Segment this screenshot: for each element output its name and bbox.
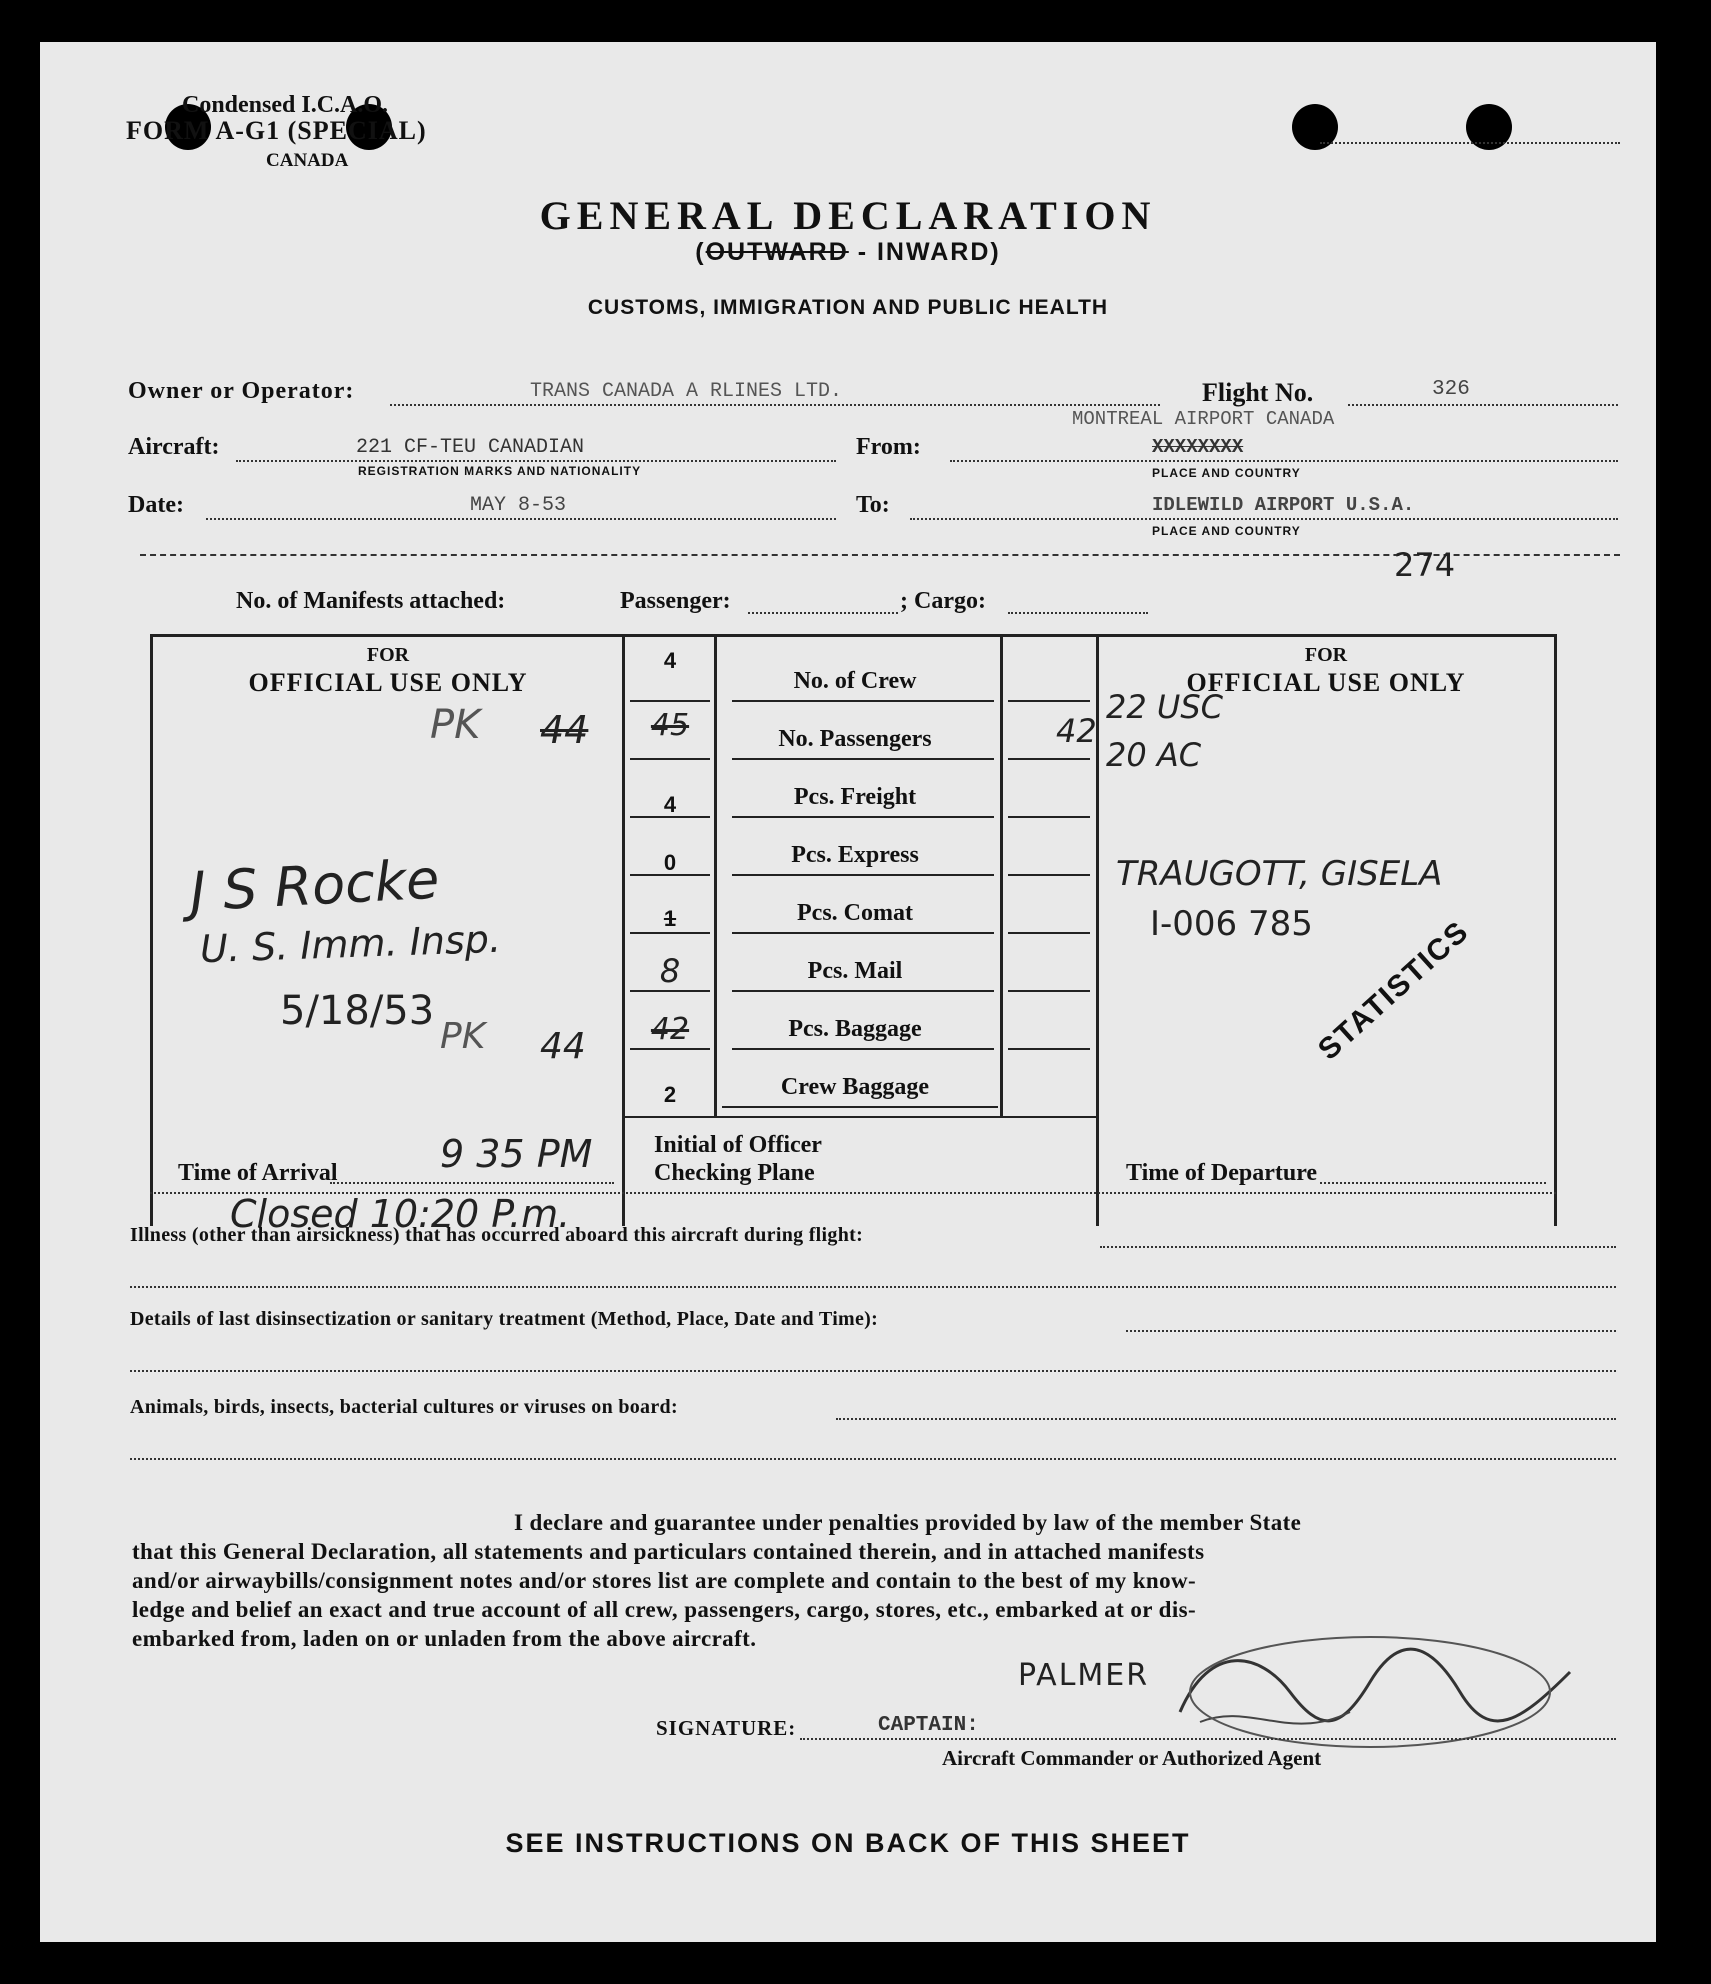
left-initials-2: PK <box>440 1016 486 1057</box>
table-right-border <box>1554 634 1557 1226</box>
num-row-line <box>630 1048 710 1050</box>
to-place-note: PLACE AND COUNTRY <box>1152 524 1301 538</box>
form-line-3: CANADA <box>266 150 349 171</box>
time-arrival-value: 9 35 PM <box>440 1132 593 1176</box>
value-baggage: 42 <box>650 1012 690 1047</box>
closed-note: Closed 10:20 P.m. <box>230 1192 571 1236</box>
declaration-line-4: ledge and belief an exact and true account of all crew, passengers, cargo, stores, etc., embarked at or dis- <box>132 1597 1197 1622</box>
animals-line-2 <box>130 1458 1616 1460</box>
page-subtitle: CUSTOMS, IMMIGRATION AND PUBLIC HEALTH <box>587 296 1109 319</box>
row-line <box>732 990 994 992</box>
date-line <box>206 518 836 520</box>
col-divider-1 <box>622 634 625 1226</box>
declaration-line-3: and/or airwaybills/consignment notes and/or stores list are complete and contain to the best of my know- <box>132 1568 1197 1593</box>
time-arrival-label: Time of Arrival <box>178 1160 338 1186</box>
from-line <box>950 460 1618 462</box>
row-label-comat: Pcs. Comat <box>797 900 913 926</box>
right-header-for: FOR <box>1304 644 1348 666</box>
from-place-note: PLACE AND COUNTRY <box>1152 466 1301 480</box>
value-freight: 4 <box>663 792 677 817</box>
disinsect-line-2 <box>130 1370 1616 1372</box>
owner-line <box>390 404 1160 406</box>
row-label-baggage: Pcs. Baggage <box>788 1016 922 1042</box>
row-line <box>732 700 994 702</box>
row-label-passengers: No. Passengers <box>778 726 932 752</box>
left-header: OFFICIAL USE ONLY <box>248 668 528 697</box>
declaration-line-1: I declare and guarantee under penalties provided by law of the member State <box>514 1510 1302 1535</box>
time-departure-label: Time of Departure <box>1126 1160 1318 1186</box>
right-note-2: 20 AC <box>1106 736 1202 774</box>
initial-label-1: Initial of Officer <box>654 1132 822 1158</box>
date-label: Date: <box>128 492 184 518</box>
inspector-signature: J S Rocke <box>188 847 441 924</box>
value-mail: 8 <box>659 952 681 990</box>
footer-instructions: SEE INSTRUCTIONS ON BACK OF THIS SHEET <box>505 1828 1191 1858</box>
table-top-border <box>150 634 1556 637</box>
captain-signature-scribble <box>1170 1622 1590 1752</box>
row-label-freight: Pcs. Freight <box>793 784 917 810</box>
disinsect-line-1 <box>1126 1330 1616 1332</box>
manifests-label: No. of Manifests attached: <box>236 588 506 614</box>
aircraft-line <box>236 460 836 462</box>
animals-label: Animals, birds, insects, bacterial cultures or viruses on board: <box>130 1396 678 1418</box>
value-comat: 1 <box>663 906 677 931</box>
row-label-crew-baggage: Crew Baggage <box>780 1074 930 1100</box>
form-number-line <box>1320 142 1620 144</box>
captain-name: PALMER <box>1018 1658 1150 1693</box>
row-label-mail: Pcs. Mail <box>807 958 903 984</box>
page-title: GENERAL DECLARATION <box>539 193 1157 238</box>
declaration-sheet <box>40 42 1656 1942</box>
to-label: To: <box>856 492 890 518</box>
inspector-date: 5/18/53 <box>280 988 435 1034</box>
passenger-label: Passenger: <box>620 588 731 614</box>
num-row-line <box>630 990 710 992</box>
left-struck-count: 44 <box>540 708 589 752</box>
col-divider-2 <box>714 634 717 1116</box>
left-header-for: FOR <box>366 644 410 666</box>
to-line <box>910 518 1618 520</box>
title-direction: (OUTWARD - INWARD) <box>695 238 1001 266</box>
aircraft-label: Aircraft: <box>128 434 220 460</box>
num-row-line <box>1008 874 1090 876</box>
value-crew: 4 <box>663 648 677 673</box>
value-crew-baggage: 2 <box>663 1082 677 1107</box>
declaration-line-2: that this General Declaration, all statements and particulars contained therein, and in attached manifests <box>132 1539 1205 1564</box>
row-line <box>732 816 994 818</box>
inward-label: - INWARD) <box>857 238 1001 266</box>
form-line-2: FORM A-G1 (SPECIAL) <box>126 116 427 145</box>
num-row-line <box>630 700 710 702</box>
num-row-line <box>630 758 710 760</box>
declaration-line-5: embarked from, laden on or unladen from the above aircraft. <box>132 1626 757 1651</box>
form-line-1: Condensed I.C.A.O. <box>182 92 389 118</box>
owner-label: Owner or Operator: <box>128 378 355 404</box>
animals-line-1 <box>836 1418 1616 1420</box>
from-struck: XXXXXXXX <box>1152 436 1244 458</box>
num-row-line <box>1008 1048 1090 1050</box>
signature-line <box>800 1738 1616 1740</box>
row-line <box>732 874 994 876</box>
row-line <box>732 758 994 760</box>
row-label-crew: No. of Crew <box>793 668 917 694</box>
disinsect-label: Details of last disinsectization or sanitary treatment (Method, Place, Date and Time): <box>130 1308 879 1330</box>
aircraft-value: 221 CF-TEU CANADIAN <box>356 436 585 459</box>
value-passengers-right: 42 <box>1056 712 1097 750</box>
from-value: MONTREAL AIRPORT CANADA <box>1072 408 1335 430</box>
cargo-line <box>1008 612 1148 614</box>
statistics-stamp: STATISTICS <box>1312 914 1476 1067</box>
table-left-border <box>150 634 153 1226</box>
illness-line-1 <box>1100 1246 1616 1248</box>
num-row-line <box>1008 990 1090 992</box>
col-divider-3 <box>1000 634 1003 1116</box>
illness-label: Illness (other than airsickness) that has occurred aboard this aircraft during flight: <box>130 1224 864 1246</box>
signature-value: CAPTAIN: <box>878 1714 979 1737</box>
flight-label: Flight No. <box>1202 378 1314 407</box>
value-express: 0 <box>663 850 677 875</box>
signature-caption: Aircraft Commander or Authorized Agent <box>942 1746 1322 1770</box>
middle-bottom-line <box>624 1116 1098 1118</box>
illness-line-2 <box>130 1286 1616 1288</box>
num-row-line <box>1008 758 1090 760</box>
time-arrival-line <box>330 1182 614 1184</box>
owner-value: TRANS CANADA A RLINES LTD. <box>530 380 843 403</box>
inspector-title: U. S. Imm. Insp. <box>199 916 502 972</box>
right-note-1: 22 USC <box>1106 688 1223 726</box>
right-header: OFFICIAL USE ONLY <box>1186 668 1466 697</box>
flight-value: 326 <box>1432 378 1470 401</box>
value-passengers: 45 <box>650 708 690 743</box>
num-row-line <box>1008 932 1090 934</box>
row-label-express: Pcs. Express <box>791 842 919 868</box>
manifest-number: 274 <box>1394 546 1456 584</box>
num-row-line <box>1008 700 1090 702</box>
date-value: MAY 8-53 <box>470 494 567 517</box>
to-value: IDLEWILD AIRPORT U.S.A. <box>1152 494 1415 516</box>
aircraft-note: REGISTRATION MARKS AND NATIONALITY <box>358 464 642 478</box>
cargo-label: ; Cargo: <box>900 588 986 614</box>
right-passenger-name: TRAUGOTT, GISELA <box>1116 854 1443 894</box>
row-line <box>732 932 994 934</box>
initial-label-2: Checking Plane <box>654 1160 815 1186</box>
row-line <box>732 1048 994 1050</box>
num-row-line <box>630 932 710 934</box>
flight-line <box>1348 404 1618 406</box>
left-count-2: 44 <box>540 1026 586 1067</box>
passenger-line <box>748 612 898 614</box>
from-label: From: <box>856 434 921 460</box>
signature-label: SIGNATURE: <box>656 1716 797 1740</box>
right-passenger-id: I-006 785 <box>1150 904 1313 944</box>
num-row-line <box>1008 816 1090 818</box>
left-initials: PK <box>430 702 481 748</box>
row-line <box>722 1106 998 1108</box>
outward-struck: OUTWARD <box>705 238 849 266</box>
time-departure-line <box>1320 1182 1546 1184</box>
